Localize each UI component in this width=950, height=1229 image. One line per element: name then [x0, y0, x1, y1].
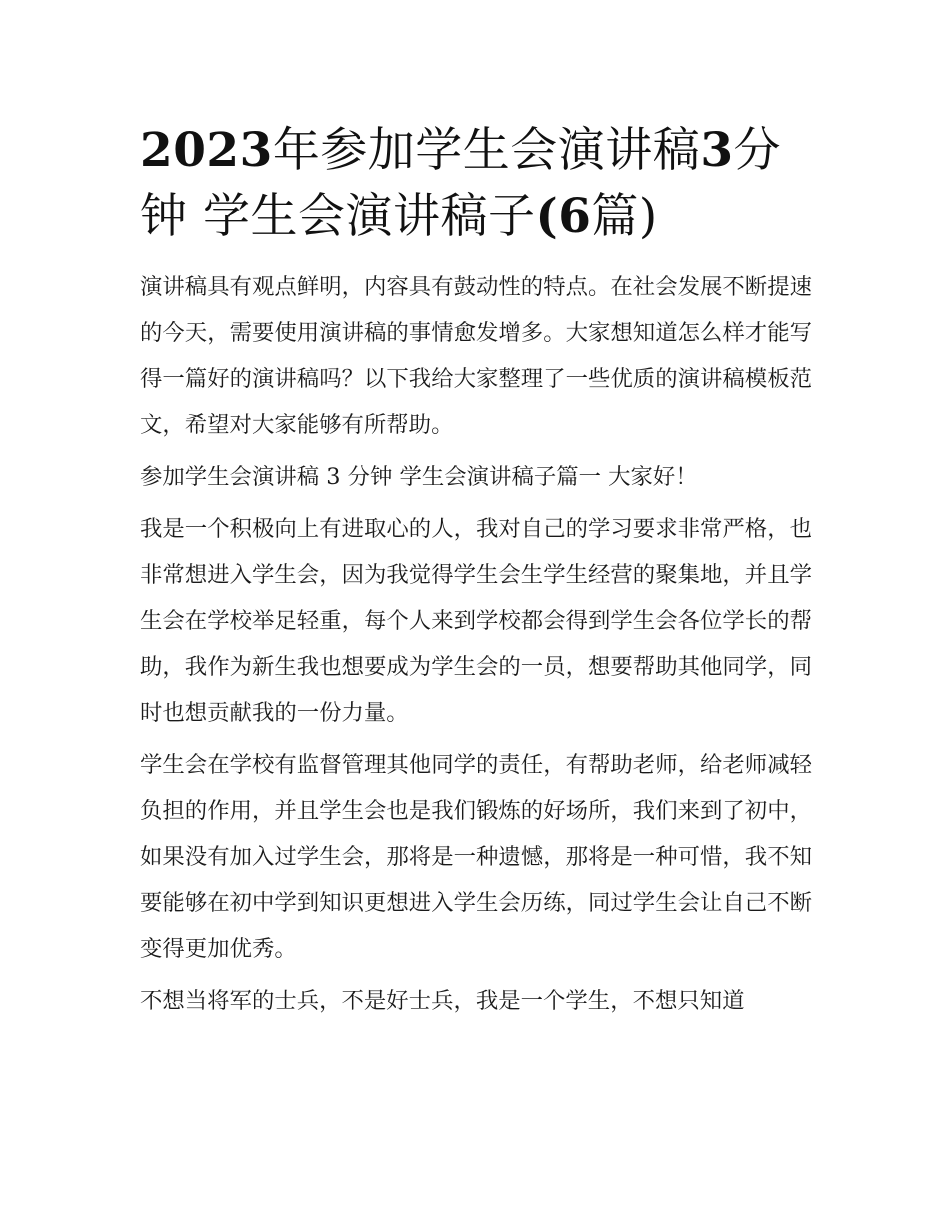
body-paragraph: 学生会在学校有监督管理其他同学的责任，有帮助老师，给老师减轻负担的作用，并且学生会也是我们锻炼的好场所，我们来到了初中，如果没有加入过学生会，那将是一种遗憾，那将是一种可惜，我不知要能够在初中学到知识更想进入学生会历练，同过学生会让自己不断变得更加优秀。 [140, 752, 812, 962]
title-count: (6 [535, 189, 592, 244]
body-paragraph: 我是一个积极向上有进取心的人，我对自己的学习要求非常严格，也非常想进入学生会，因为我觉得学生会生学生经营的聚集地，并且学生会在学校举足轻重，每个人来到学校都会得到学生会各位学长的帮助，我作为新生我也想要成为学生会的一员，想要帮助其他同学，同时也想贡献我的一份力量。 [140, 516, 812, 726]
title-text-2: 分钟 学生会演讲稿子 [140, 123, 782, 244]
document-body [140, 118, 812, 1024]
title-text-1: 年参加学生会演讲稿 [272, 123, 701, 178]
title-year: 2023 [140, 123, 273, 178]
section-heading: 参加学生会演讲稿 3 分钟 学生会演讲稿子篇一 大家好！ [140, 464, 698, 490]
title-minutes: 3 [700, 123, 734, 178]
document-title [140, 118, 812, 250]
intro-paragraph: 演讲稿具有观点鲜明，内容具有鼓动性的特点。在社会发展不断提速的今天，需要使用演讲稿的事情愈发增多。大家想知道怎么样才能写得一篇好的演讲稿吗？以下我给大家整理了一些优质的演讲稿模板范文，希望对大家能够有所帮助。 [140, 274, 812, 438]
title-text-3: 篇) [591, 189, 658, 244]
body-paragraph: 不想当将军的士兵，不是好士兵，我是一个学生，不想只知道 [140, 988, 745, 1014]
